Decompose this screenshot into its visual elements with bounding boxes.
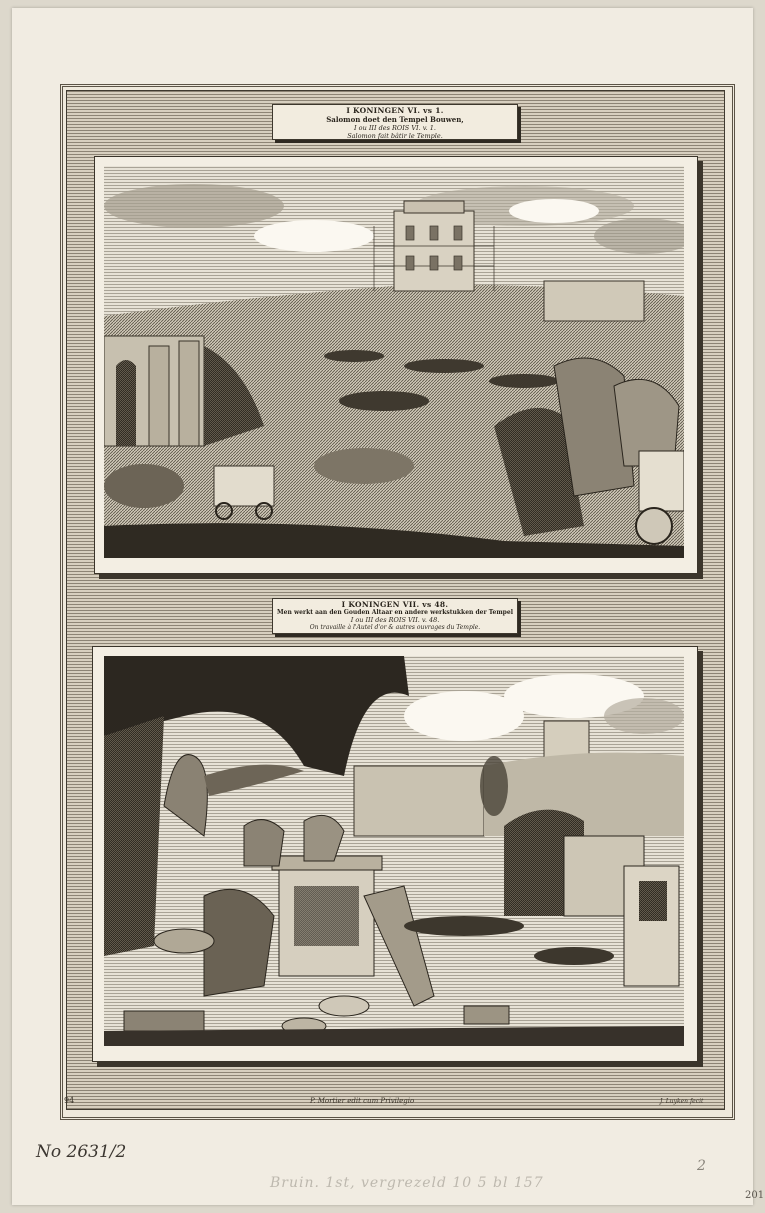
- plate-number: 94: [64, 1096, 75, 1105]
- bottom-engraving-golden-altar-workshop: [104, 656, 684, 1046]
- bottom-title-line4: On travaille à l'Autel d'or & autres ouvrages du Temple.: [309, 624, 481, 631]
- tent-side: [104, 716, 164, 956]
- golden-altar: [272, 856, 382, 976]
- city-walls: [104, 336, 204, 446]
- bottom-title-line3: I ou III des ROIS VII. v. 48.: [350, 616, 440, 624]
- top-engraving-temple-construction: [104, 166, 684, 558]
- page-count: 2: [697, 1158, 706, 1174]
- bottom-title-line2: Men werkt aan den Gouden Altaar en andere werkstukken der Tempel: [277, 609, 513, 616]
- inventory-number: No 2631/2: [36, 1142, 127, 1162]
- bottom-title-cartouche: [272, 598, 518, 634]
- bottom-title-line1: I KONINGEN VII. vs 48.: [341, 600, 449, 609]
- pencil-note: Bruin. 1st, vergrezeld 10 5 bl 157: [270, 1175, 544, 1191]
- top-title-cartouche: [272, 104, 518, 140]
- engraver-credit: J. Luyken fecit: [660, 1098, 704, 1105]
- top-title-line4: Salomon fait bâtir le Temple.: [347, 132, 443, 140]
- publisher-credit: P. Mortier edit cum Privilegio: [310, 1097, 415, 1105]
- top-title-line2: Salomon doet den Tempel Bouwen,: [326, 115, 464, 124]
- edge-number: 201: [745, 1190, 765, 1201]
- top-title-line3: I ou III des ROIS VI. v. 1.: [354, 124, 436, 132]
- top-title-line1: I KONINGEN VI. vs 1.: [346, 106, 444, 115]
